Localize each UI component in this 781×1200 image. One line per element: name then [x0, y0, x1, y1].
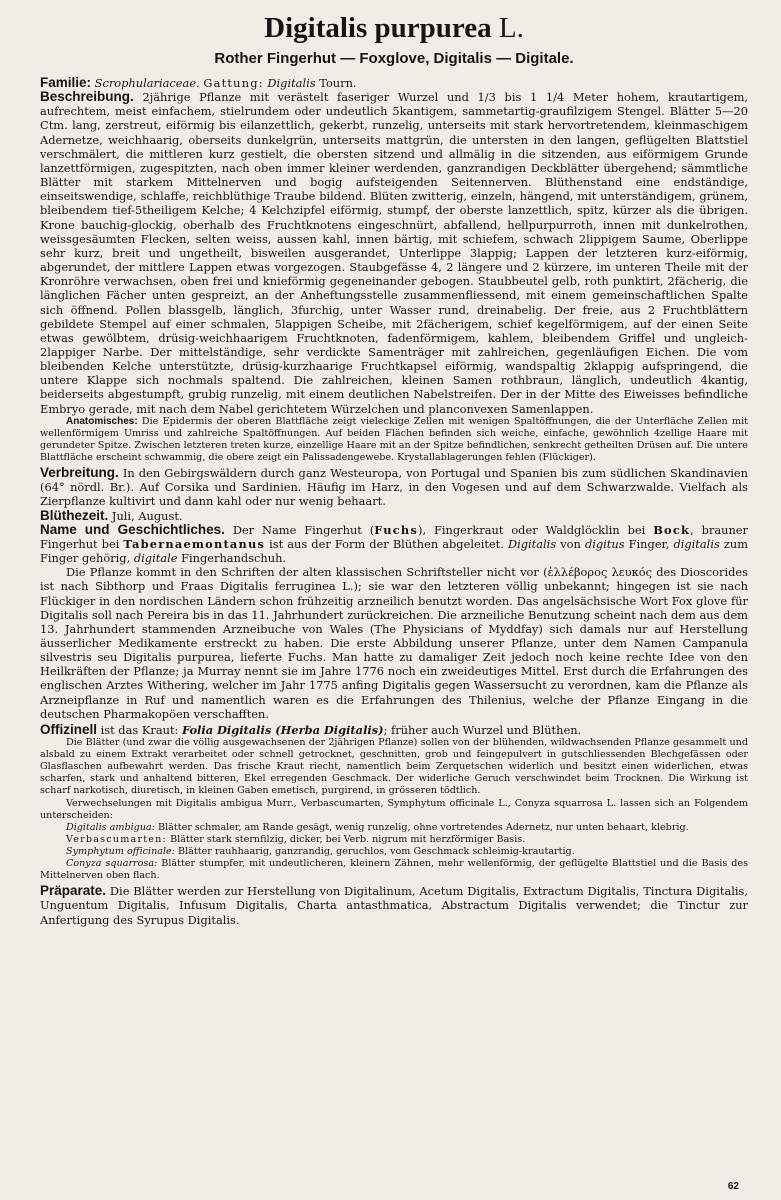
symphytum-label: Symphytum officinale: — [66, 845, 175, 857]
species-author: L. — [498, 12, 524, 44]
page-number: 62 — [727, 1181, 739, 1192]
bluethezeit-text: Juli, August. — [111, 508, 183, 523]
offizinell-heading: Offizinell — [40, 721, 97, 737]
conyza-text: Blätter stumpfer, mit undeutlicheren, kleinern Zähnen, mehr wellenförmig, der geflügelte Blattstiel und die Basis des Mittelnerven oben flach. — [40, 858, 748, 882]
ambigua-label: Digitalis ambigua: — [66, 821, 155, 833]
beschreibung-paragraph — [40, 90, 748, 416]
name-term-digitalis: Digitalis — [507, 536, 557, 551]
gattung-label: Gattung: — [203, 76, 264, 90]
praeparate-paragraph — [40, 884, 748, 926]
praeparate-text: Die Blätter werden zur Herstellung von Digitalinum, Acetum Digitalis, Extractum Digitalis, Tinctura Digitalis, Unguentum Digitalis, Infusum Digitalis, Charta antasthmatica, Abstractum Digitalis verwendet; die Tinctur zur Anfertigung des Syrupus Digitalis. — [40, 884, 749, 927]
geschichte-paragraph: Die Pflanze kommt in den Schriften der alten klassischen Schriftsteller nicht vor (ἐλλέβορος λευκός des Dioscorides ist nach Sibthorp und Fraas Digitalis ferruginea L.); sie war den letzteren völlig unbekannt; hingegen ist sie nach Flückiger in den nordischen Ländern schon frühzeitig arzneilich benutzt worden. Das angelsächsische Wort Fox glove für Digitalis soll nach Pereira bis in das 11. Jahrhundert zurückreichen. Die arzneiliche Benutzung scheint nach dem aus dem 13. Jahrhundert stammenden Arzneibuche von Wales (The Physicians of Myddfay) sich damals nur auf Herstellung äusserlicher Medikamente erstreckt zu haben. Die erste Abbildung unserer Pflanze, unter dem Namen Campanula silvestris seu Digitalis purpurea, lieferte Fuchs. Man hatte zu damaliger Zeit jedoch noch keine rechte Idee von den Heilkräften der Pflanze; ja Murray nennt sie im Jahre 1776 noch ein zweideutiges Mittel. Erst durch die Erfahrungen des englischen Arztes Withering, welcher im Jahr 1775 anfing Digitalis gegen Wassersucht zu verordnen, kam die Pflanze als Arzneipflanze in Ruf und namentlich waren es die Erfahrungen des Thilenius, welche der Pflanze Eingang in die deutschen Pharmakopöen verschafften. — [40, 565, 748, 721]
name-term-digitus: digitus — [584, 536, 625, 551]
familie-heading: Familie: — [40, 75, 92, 90]
offizinell-details: Die Blätter (und zwar die völlig ausgewachsenen der 2jährigen Pflanze) sollen von der blühenden, wildwachsenden Pflanze gesammelt und alsbald zu einem Extrakt verarbeitet oder schnell getrocknet, geschnitten, grob und feingepulvert in gutschliessenden Blechgefässen oder Glasflaschen aufbewahrt werden. Das frische Kraut riecht, namentlich beim Zerquetschen widerlich und besitzt einen widerlichen, etwas scharfen, stark und anhaltend bitteren, Ekel erregenden Geschmack. Der widerliche Geruch verschwindet beim Trocknen. Die Wirkung ist scharf narkotisch, diuretisch, in kleinen Gaben emetisch, purgirend, in grösseren tödtlich. — [40, 737, 748, 797]
offizinell-drug: Folia Digitalis (Herba Digitalis) — [181, 722, 384, 737]
praeparate-heading: Präparate. — [40, 883, 107, 899]
offizinell-lead: ist das Kraut: — [100, 722, 182, 737]
page-content — [40, 12, 748, 927]
name-author-tabernaemontanus: Tabernaemontanus — [123, 536, 266, 551]
familie-line — [40, 76, 748, 90]
verwechselungen-intro: Verwechselungen mit Digitalis ambigua Murr., Verbascumarten, Symphytum officinale L., Conyza squarrosa L. lassen sich an Folgendem unterscheiden: — [40, 797, 748, 821]
bluethezeit-heading: Blüthezeit. — [40, 507, 109, 523]
ambigua-text: Blätter schmaler, am Rande gesägt, wenig runzelig, ohne vortretendes Adernetz, nur unten behaart, klebrig. — [158, 821, 689, 833]
name-text-4: ist aus der Form der Blüthen abgeleitet. — [265, 536, 508, 551]
page-subtitle: Rother Fingerhut — Foxglove, Digitalis — Digitale. — [214, 50, 574, 67]
conyza-label: Conyza squarrosa: — [66, 858, 158, 870]
anatomisches-text: Die Epidermis der oberen Blattfläche zeigt vieleckige Zellen mit wenigen Spaltöffnungen, die der Unterfläche Zellen mit wellenförmigem Umriss und zahlreiche Spaltöffnungen. Auf beiden Flächen befinden sich weiche, einfache, gewöhnlich 4zellige Haare mit gerundeter Spitze. Zwischen letzteren treten kurze, einzellige Haare mit an der Spitze befindlichen, senkrecht getheilten Drüsen auf. Die untere Blattfläche erscheint schwammig, die obere zeigt ein Palissadengewebe. Krystallablagerungen fehlen (Flückiger). — [40, 415, 748, 464]
verwechselung-ambigua — [40, 822, 748, 834]
verbreitung-text: In den Gebirgswäldern durch ganz Westeuropa, von Portugal und Spanien bis zum südlichen Skandinavien (64° nördl. Br.). Auf Corsika und Sardinien. Häufig im Harz, in den Vogesen und auf dem Schwarzwalde. Vielfach als Zierpflanze kultivirt und dann kahl oder nur wenig behaart. — [40, 466, 748, 509]
offizinell-paragraph — [40, 723, 748, 737]
verwechselung-symphytum — [40, 846, 748, 858]
name-author-bock: Bock — [653, 522, 691, 537]
name-text-8: Fingerhandschuh. — [177, 551, 287, 566]
name-text-2: ), Fingerkraut oder Waldglöcklin bei — [418, 522, 654, 537]
verbreitung-paragraph — [40, 466, 748, 508]
genus-name: Digitalis — [267, 76, 316, 90]
beschreibung-text: 2jährige Pflanze mit verästelt faseriger Wurzel und 1/3 bis 1 1/4 Meter hohem, krautartigem, aufrechtem, meist einfachem, stielrundem oder undeutlich 5kantigem, sammetartig-graufilzigem Stengel. Blätter 5—20 Ctm. lang, zerstreut, eiförmig bis eilanzettlich, gekerbt, runzelig, unterseits mit stark hervortretendem, kleinmaschigem Adernetze, weichhaarig, oberseits dunkelgrün, unterseits mattgrün, die untersten in den langen, geflügelten Blattstiel verschmälert, die mittleren kurz gestielt, die obersten sitzend und allmälig in die sitzenden, aus eiförmigem Grunde lanzettförmigen, zugespitzten, nach oben immer kleiner werdenden, ganzrandigen Deckblätter übergehend; sämmtliche Blätter mit starkem Mittelnerven und bogig aufsteigenden Seitennerven. Blüthenstand eine endständige, einseitswendige, schlaffe, reichblüthige Traube bildend. Blüten zwitterig, einzeln, hängend, mit unterständigem, grünem, bleibendem tief-5theiligem Kelche; 4 Kelchzipfel eiförmig, stumpf, der oberste lanzettlich, spitz, kürzer als die übrigen. Krone bauchig-glockig, oberhalb des Fruchtknotens eingeschnürt, abfallend, hellpurpurroth, innen mit dunkelrothen, weissgesäumten Flecken, selten weiss, aussen kahl, innen bärtig, mit schiefem, schwach 2lippigem Saume, Oberlippe sehr kurz, breit und ungetheilt, bisweilen ausgerandet, Unterlippe 3lappig; Lappen der letzteren kurz-eiförmig, abgerundet, der mittlere Lappen etwas vorgezogen. Staubgefässe 4, 2 längere und 2 kürzere, im unteren Theile mit der Kronröhre verwachsen, oben frei und knieförmig gegeneinander gebogen. Staubbeutel gelb, roth punktirt, 2fächerig, die länglichen Fächer unten gespreizt, an der Anheftungsstelle zusammenfliessend, mit einem gemeinschaftlichen Spalte sich öffnend. Pollen blassgelb, länglich, 3furchig, unter Wasser rund, dreinabelig. Der freie, aus 2 Fruchtblättern gebildete Stempel auf einer schmalen, 5lappigen Scheibe, mit 2fächerigem, schief kegelförmigem, auf der einen Seite etwas gewölbtem, drüsig-weichhaarigem Fruchtknoten, fadenförmigem, kahlem, bleibendem Griffel und ungleich-2lappiger Narbe. Der mittelständige, sehr verdickte Samenträger mit zahlreichen, gegenläufigen Eichen. Die vom bleibenden Kelche unterstützte, drüsig-kurzhaarige Fruchtkapsel eiförmig, wandspaltig 2klappig aufspringend, die untere Klappe sich nochmals spaltend. Die zahlreichen, kleinen Samen rothbraun, länglich, undeutlich 4kantig, beiderseits abgestumpft, grubig runzelig, mit einem deutlichen Nabelstreifen. Der in der Mitte des Eiweisses befindliche Embryo gerade, mit nach dem Nabel gerichtetem Würzelchen und planconvexen Samenlappen. — [40, 90, 749, 416]
genus-author: Tourn. — [319, 76, 357, 90]
name-author-fuchs: Fuchs — [374, 522, 419, 537]
beschreibung-heading: Beschreibung. — [40, 89, 134, 105]
bluethezeit-paragraph — [40, 509, 748, 523]
name-paragraph — [40, 523, 748, 565]
verwechselung-verbascum — [40, 834, 748, 846]
name-term-digitalis-adj: digitalis — [673, 536, 720, 551]
name-term-digitale: digitale — [133, 551, 178, 566]
name-text-6: Finger, — [624, 536, 674, 551]
name-text-1: Der Name Fingerhut ( — [232, 522, 375, 537]
verbascum-label: Verbascumarten: — [66, 833, 167, 845]
anatomisches-heading: Anatomisches: — [66, 415, 138, 427]
species-name: Digitalis purpurea — [264, 12, 492, 44]
symphytum-text: Blätter rauhhaarig, ganzrandig, geruchlos, vom Geschmack schleimig-krautartig. — [178, 845, 575, 857]
name-text-7: zum Finger gehörig, — [40, 536, 749, 566]
offizinell-tail: ; früher auch Wurzel und Blüthen. — [383, 722, 582, 737]
name-text-5: von — [556, 536, 585, 551]
anatomisches-paragraph — [40, 416, 748, 464]
family-name: Scrophulariaceae. — [94, 76, 200, 90]
verbreitung-heading: Verbreitung. — [40, 465, 119, 481]
name-text-3: , brauner Fingerhut bei — [40, 522, 748, 551]
verwechselung-conyza — [40, 858, 748, 882]
name-heading: Name und Geschichtliches. — [40, 521, 225, 537]
page-title — [40, 12, 748, 45]
verbascum-text: Blätter stark sternfilzig, dicker, bei Verb. nigrum mit herzförmiger Basis. — [170, 833, 526, 845]
